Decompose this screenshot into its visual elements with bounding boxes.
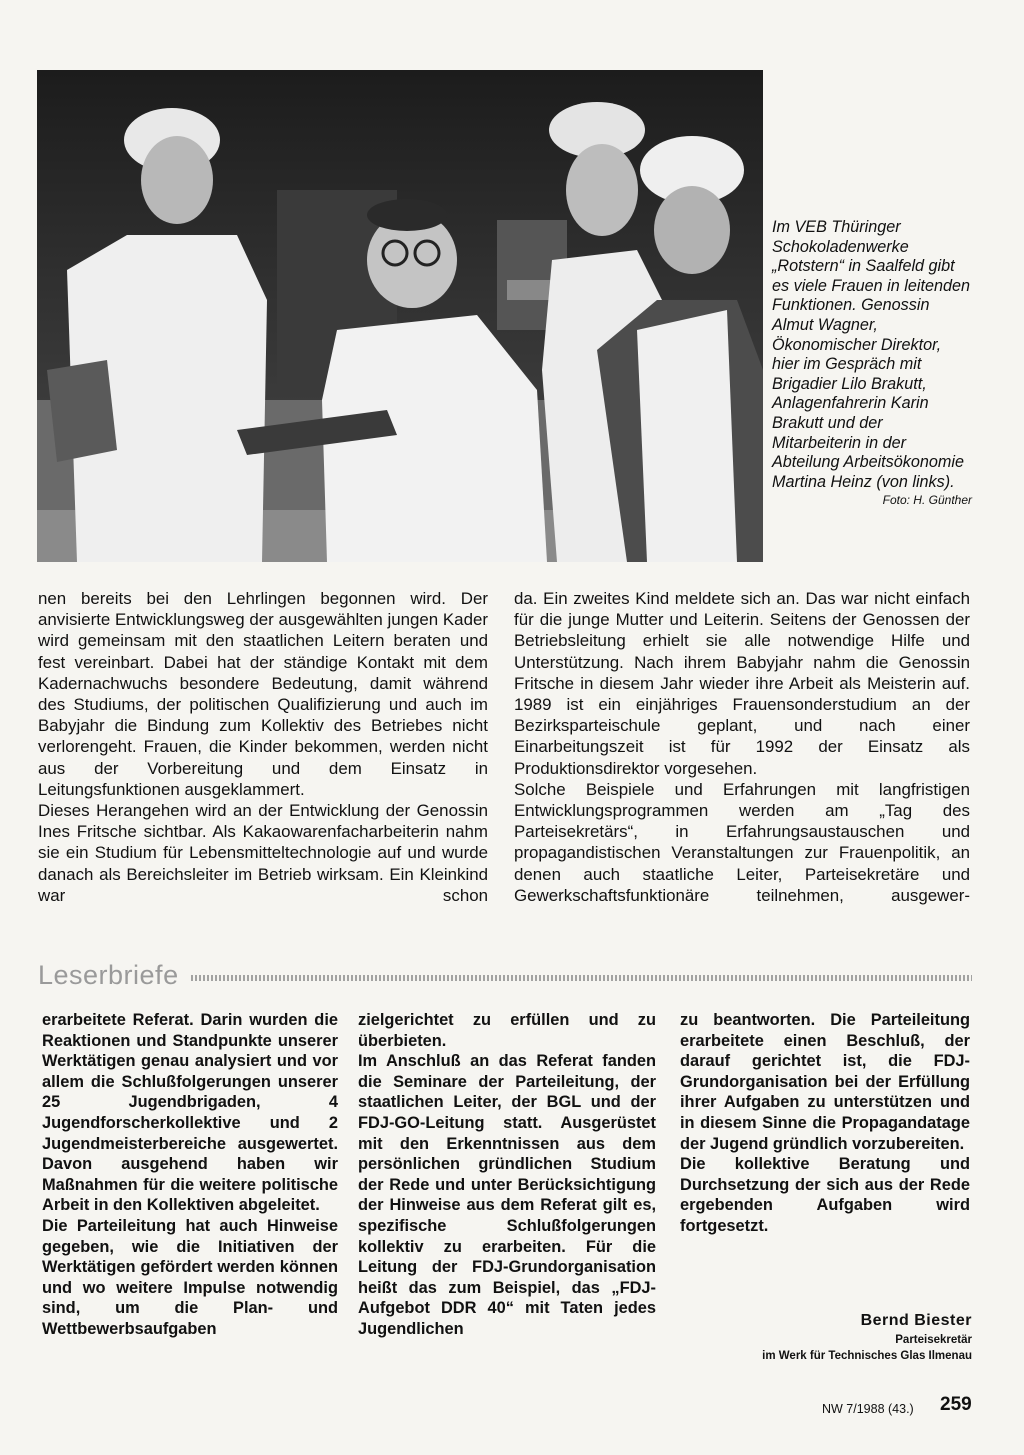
- letter-paragraph: Im Anschluß an das Referat fanden die Seminare der Parteileitung, der staatlichen Leiter, der BGL und der FDJ-GO-Leitung statt. Ausgerüstet mit den Erkenntnissen aus dem persönlichen gründlichen Studium der Rede und unter Berücksichtigung der Hinweise aus dem Referat gilt es, spezifische Schlußfolgerungen kollektiv zu erarbeiten. Für die Leitung der FDJ-Grundorganisation heißt das zum Beispiel, das „FDJ-Aufgebot DDR 40“ mit Taten jedes Jugendlichen: [358, 1052, 656, 1338]
- letter-paragraph: zielgerichtet zu erfüllen und zu überbieten.: [358, 1011, 656, 1050]
- article-paragraph: nen bereits bei den Lehrlingen begonnen wird. Der anvisierte Entwicklungsweg der ausgewählten jungen Kader wird gemeinsam mit den staatlichen Leitern beraten und fest vereinbart. Dabei hat der ständige Kontakt mit dem Kadernachwuchs besondere Bedeutung, damit während des Studiums, der politischen Qualifizierung und auch im Babyjahr die Bindung zum Kollektiv des Betriebes nicht verlorengeht. Frauen, die Kinder bekommen, werden nicht aus der Vorbereitung und dem Einsatz in Leitungsfunktionen ausgeklammert.: [38, 589, 488, 799]
- article-column-2: [514, 588, 970, 906]
- page-number: 259: [940, 1394, 972, 1415]
- article-paragraph: da. Ein zweites Kind meldete sich an. Das war nicht einfach für die junge Mutter und Leiterin. Seitens der Genossen der Betriebsleitung erhielt sie alle notwendige Hilfe und Unterstützung. Nach ihrem Babyjahr nahm die Genossin Fritsche in diesem Jahr wieder ihre Arbeit als Meisterin auf. 1989 ist ein einjähriges Frauensonderstudium an der Bezirksparteischule geplant, und nach einer Einarbeitungszeit ist für 1992 der Einsatz als Produktionsdirektor vorgesehen.: [514, 589, 970, 778]
- signature-workplace: im Werk für Technisches Glas Ilmenau: [762, 1350, 972, 1362]
- photo-caption: [772, 218, 972, 508]
- letter-paragraph: zu beantworten. Die Parteileitung erarbeitete einen Beschluß, der darauf gerichtet ist, die FDJ-Grundorganisation bei der Erfüllung ihrer Aufgaben zu unterstützen und in diesem Sinne die Propagandatage der Jugend gründlich vorzubereiten.: [680, 1011, 970, 1153]
- article-paragraph: Dieses Herangehen wird an der Entwicklung der Genossin Ines Fritsche sichtbar. Als Kakaowarenfacharbeiterin nahm sie ein Studium für Lebensmitteltechnologie auf und wurde danach als Bereichsleiter im Betrieb wirksam. Ein Kleinkind war schon: [38, 801, 488, 905]
- section-heading: [38, 955, 972, 995]
- article-photo: [37, 70, 763, 562]
- signature-name: Bernd Biester: [860, 1312, 972, 1329]
- letter-paragraph: erarbeitete Referat. Darin wurden die Reaktionen und Standpunkte unserer Werktätigen genau analysiert und vor allem die Schlußfolgerungen unserer 25 Jugendbrigaden, 4 Jugendforscherkollektive und 2 Jugendmeisterbereiche ausgewertet. Davon ausgehend haben wir Maßnahmen für die weitere politische Arbeit in den Kollektiven abgeleitet.: [42, 1011, 338, 1215]
- signature-role: Parteisekretär: [895, 1334, 972, 1346]
- section-heading-label: Leserbriefe: [38, 959, 179, 990]
- letter-column-1: [42, 1010, 338, 1340]
- issue-reference: NW 7/1988 (43.): [822, 1402, 914, 1416]
- article-column-1: [38, 588, 488, 906]
- letter-column-3: [680, 1010, 970, 1237]
- photo-credit: Foto: H. Günther: [882, 493, 972, 508]
- letter-paragraph: Die kollektive Beratung und Durchsetzung der sich aus der Rede ergebenden Aufgaben wird fortgesetzt.: [680, 1155, 970, 1235]
- article-paragraph: Solche Beispiele und Erfahrungen mit langfristigen Entwicklungsprogrammen werden am „Tag des Parteisekretärs“, in Erfahrungsaustauschen und propagandistischen Veranstaltungen zur Frauenpolitik, an denen auch staatliche Leiter, Parteisekretäre und Gewerkschaftsfunktionäre teilnehmen, ausgewer-: [514, 779, 970, 905]
- letter-paragraph: Die Parteileitung hat auch Hinweise gegeben, wie die Initiativen der Werktätigen gefördert werden können und wo weitere Impulse notwendig sind, um die Plan- und Wettbewerbsaufgaben: [42, 1216, 338, 1338]
- section-heading-rule: [191, 975, 972, 981]
- letter-column-2: [358, 1010, 656, 1340]
- photo-caption-text: Im VEB Thüringer Schokoladenwerke „Rotstern“ in Saalfeld gibt es viele Frauen in leitenden Funktionen. Genossin Almut Wagner, Ökonomischer Direktor, hier im Gespräch mit Brigadier Lilo Brakutt, Anlagenfahrerin Karin Brakutt und der Mitarbeiterin in der Abteilung Arbeitsökonomie Martina Heinz (von links).: [772, 218, 970, 491]
